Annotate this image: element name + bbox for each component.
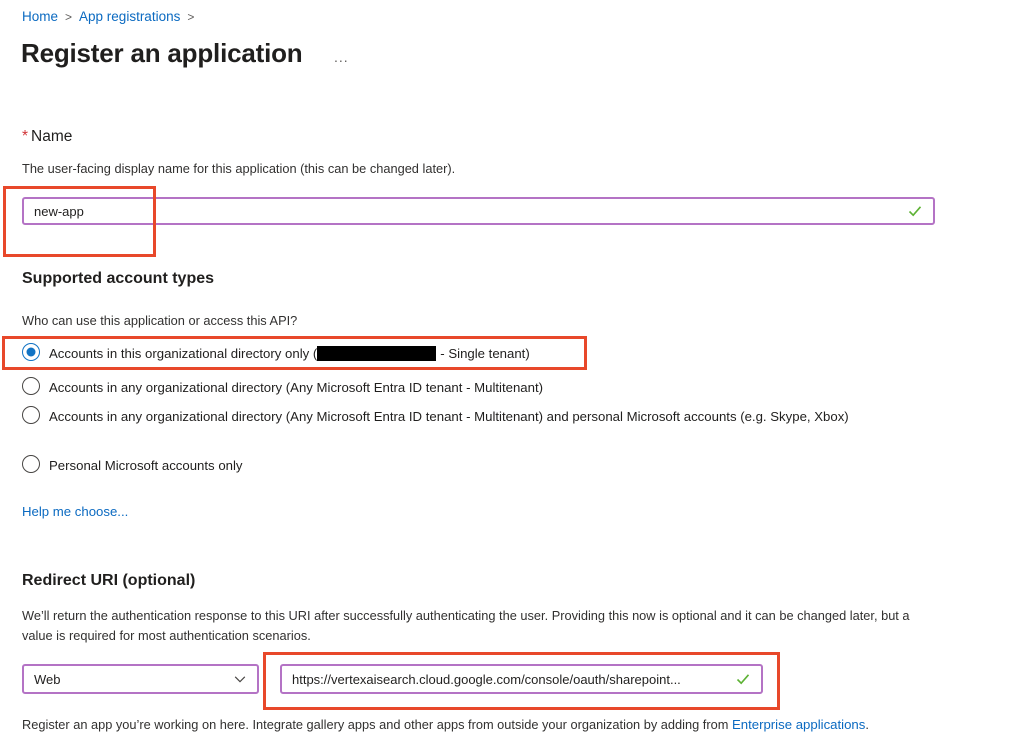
radio-selected-icon[interactable] — [22, 343, 40, 361]
breadcrumb-home-link[interactable]: Home — [22, 9, 59, 24]
radio-option-label: Personal Microsoft accounts only — [49, 457, 243, 473]
required-asterisk: * — [22, 128, 29, 145]
breadcrumb-separator: > — [65, 9, 73, 24]
radio-option-label: Accounts in any organizational directory (Any Microsoft Entra ID tenant - Multitenant) — [49, 379, 544, 395]
radio-unselected-icon[interactable] — [22, 406, 40, 424]
account-types-question: Who can use this application or access this API? — [22, 313, 298, 328]
page-title: Register an application — [21, 38, 303, 68]
radio-option-personal-only[interactable] — [22, 455, 243, 475]
radio-unselected-icon[interactable] — [22, 455, 40, 473]
radio-option-multitenant[interactable] — [22, 377, 543, 397]
radio-unselected-icon[interactable] — [22, 377, 40, 395]
enterprise-applications-link[interactable]: Enterprise applications — [731, 717, 866, 732]
valid-checkmark-icon — [907, 203, 923, 219]
name-field-description: The user-facing display name for this application (this can be changed later). — [22, 161, 456, 176]
help-me-choose-link[interactable]: Help me choose... — [22, 504, 129, 519]
chevron-down-icon — [233, 672, 247, 686]
valid-checkmark-icon — [735, 671, 751, 687]
name-input-value: new-app — [34, 203, 84, 219]
platform-select[interactable] — [22, 664, 259, 694]
breadcrumb-separator: > — [187, 9, 195, 24]
platform-select-value: Web — [34, 671, 61, 687]
more-menu-icon[interactable]: ... — [334, 49, 349, 65]
redirect-uri-description: We’ll return the authentication response to this URI after successfully authenticating the user. Providing this now is optional and it can be changed later, but a value is required for most authentication scenarios. — [22, 608, 910, 643]
radio-option-single-tenant[interactable] — [22, 343, 530, 363]
supported-account-types-heading: Supported account types — [22, 270, 215, 287]
name-field-label: * Name — [22, 128, 73, 145]
radio-option-multitenant-personal[interactable] — [22, 406, 911, 426]
redirect-uri-heading: Redirect URI (optional) — [22, 572, 196, 589]
redirect-uri-value: https://vertexaisearch.cloud.google.com/console/oauth/sharepoint... — [292, 671, 681, 687]
breadcrumb — [22, 9, 194, 24]
radio-option-label: Accounts in this organizational directory only ( - Single tenant) — [49, 345, 530, 361]
footer-note: Register an app you’re working on here. Integrate gallery apps and other apps from outside your organization by adding from Enterprise applications. — [22, 717, 869, 732]
breadcrumb-app-registrations-link[interactable]: App registrations — [79, 9, 181, 24]
redirect-uri-input[interactable] — [280, 664, 763, 694]
tenant-name-redaction — [317, 346, 436, 361]
name-input[interactable] — [22, 197, 935, 225]
radio-option-label: Accounts in any organizational directory (Any Microsoft Entra ID tenant - Multitenant) and personal Microsoft accounts (e.g. Skype, Xbox) — [49, 408, 849, 424]
